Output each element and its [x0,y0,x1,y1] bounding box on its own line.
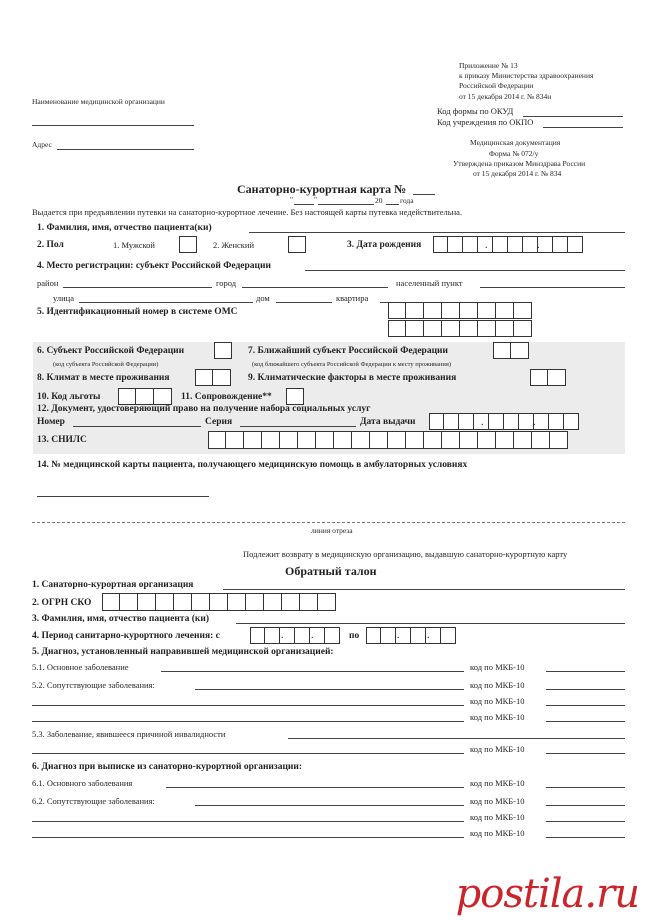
district-field[interactable] [63,287,212,288]
field-3-label: 3. Дата рождения [347,240,422,250]
coupon-5-label: 5. Диагноз, установленный направившей медицинской организацией: [32,647,334,657]
field-12-label: 12. Документ, удостоверяющий право на получение набора социальных услуг [37,404,371,414]
mkb-field-3[interactable] [546,705,625,706]
disability-disease-field[interactable] [288,738,625,739]
mkb-field-8[interactable] [546,821,625,822]
date-open-quote: " [290,195,294,204]
sex-male-box[interactable] [179,236,197,253]
appendix-line-3: Российской Федерации [459,81,534,90]
field-11-label: 11. Сопровождение** [181,392,272,402]
date-year-suffix: года [400,196,414,205]
mkb-field-1[interactable] [546,671,625,672]
coupon-patient-field[interactable] [236,623,625,624]
mkb-field-5[interactable] [546,753,625,754]
coupon-5-1-label: 5.1. Основное заболевание [32,662,129,672]
sex-male-label: 1. Мужской [113,240,155,250]
coupon-3-label: 3. Фамилия, имя, отчество пациента (ки) [32,614,209,624]
coupon-6-label: 6. Диагноз при выписке из санаторно-курортной организации: [32,762,303,772]
region-field[interactable] [305,270,625,271]
date-year-field[interactable] [386,204,399,205]
cut-line [32,522,625,523]
okpo-field[interactable] [543,127,623,128]
field-7-label: 7. Ближайший субъект Российской Федерации [248,346,449,356]
doc-date-label: Дата выдачи [360,417,416,427]
coupon-5-2-label: 5.2. Сопутствующие заболевания: [32,680,155,690]
discharge-main-field[interactable] [166,787,464,788]
address-field[interactable] [57,149,194,150]
field-14-label: 14. № медицинской карты пациента, получающего медицинскую помощь в амбулаторных условиях [37,460,468,470]
field-6-label: 6. Субъект Российской Федерации [37,346,185,356]
coupon-title: Обратный талон [285,564,377,578]
settlement-label: населенный пункт [396,278,463,288]
mkb-field-2[interactable] [546,689,625,690]
postila-watermark: postila.ru [455,871,639,917]
oms-number-row-2[interactable] [388,320,532,337]
date-day-field[interactable] [294,204,314,205]
comorbid-field-3[interactable] [32,721,464,722]
city-label: город [216,278,237,288]
coupon-6-2-label: 6.2. Сопутствующие заболевания: [32,796,155,806]
mkb-label-5: код по МКБ-10 [470,744,525,754]
appendix-line-4: от 15 декабря 2014 г. № 834н [459,92,552,101]
sex-female-box[interactable] [288,236,306,253]
card-number-field[interactable] [413,194,435,195]
settlement-field[interactable] [480,287,625,288]
date-close-quote: " [314,195,318,204]
address-label: Адрес [32,140,52,149]
approved-date: от 15 декабря 2014 г. № 834 [473,169,562,178]
field-13-label: 13. СНИЛС [37,435,87,445]
city-field[interactable] [242,287,388,288]
region-code-box[interactable] [214,342,232,359]
discharge-comorbid-field-1[interactable] [195,805,464,806]
mkb-field-6[interactable] [546,787,625,788]
nearest-region-code-cells[interactable] [493,342,529,359]
appendix-line-1: Приложение № 13 [459,61,518,70]
appendix-line-2: к приказу Министерства здравоохранения [459,71,594,80]
house-label: дом [256,293,270,303]
field-8-label: 8. Климат в месте проживания [37,373,170,383]
flat-label: квартира [336,293,369,303]
disability-disease-field-2[interactable] [32,753,464,754]
patient-name-field[interactable] [249,232,625,233]
date-year-prefix: 20 [375,196,383,205]
field-9-label: 9. Климатические факторы в месте проживания [248,373,457,383]
period-to-cells[interactable] [366,627,456,644]
mkb-label-9: код по МКБ-10 [470,828,525,838]
coupon-2-label: 2. ОГРН СКО [32,598,92,608]
doc-series-field[interactable] [240,426,356,427]
house-field[interactable] [276,302,332,303]
mkb-label-2: код по МКБ-10 [470,680,525,690]
cut-line-label: линия отреза [311,526,353,535]
doc-number-label: Номер [37,417,65,427]
street-field[interactable] [79,302,253,303]
date-month-field[interactable] [318,204,374,205]
mkb-label-7: код по МКБ-10 [470,796,525,806]
period-from-cells[interactable] [250,627,340,644]
doc-date-cells[interactable] [429,413,579,430]
approved-by: Утверждена приказом Минздрава России [453,159,586,168]
okud-label: Код формы по ОКУД [437,106,514,116]
comorbid-field-1[interactable] [195,689,464,690]
field-6-note: (код субъекта Российской Федерации) [53,361,159,368]
med-doc-label: Медицинская документация [470,138,561,147]
mkb-field-4[interactable] [546,721,625,722]
sex-female-label: 2. Женский [213,240,255,250]
mkb-field-9[interactable] [546,837,625,838]
okud-field[interactable] [523,116,623,117]
district-label: район [37,278,59,288]
main-disease-field[interactable] [161,671,464,672]
discharge-comorbid-field-3[interactable] [32,837,464,838]
okpo-label: Код учреждения по ОКПО [437,117,534,127]
street-label: улица [53,293,74,303]
mkb-label-3: код по МКБ-10 [470,696,525,706]
coupon-4-label: 4. Период санитарно-курортного лечения: с [32,631,220,641]
period-to-label: по [349,631,360,641]
field-2-label: 2. Пол [37,240,64,250]
coupon-1-label: 1. Санаторно-курортная организация [32,580,194,590]
doc-number-field[interactable] [73,426,201,427]
benefit-code-cells[interactable] [118,388,172,405]
birth-date-cells[interactable] [433,236,583,253]
oms-number-row-1[interactable] [388,302,532,319]
climate-factors-cells[interactable] [530,369,566,386]
outpatient-card-field[interactable] [37,496,209,497]
field-7-note: (код ближайшего субъекта Российской Федерации к месту проживания) [252,361,452,368]
sanatorium-field[interactable] [223,589,625,590]
coupon-6-1-label: 6.1. Основного заболевания [32,778,133,788]
org-name-field[interactable] [32,125,194,126]
mkb-label-1: код по МКБ-10 [470,662,525,672]
intro-text: Выдается при предъявлении путевки на санаторно-курортное лечение. Без настоящей карты путевка недействительна. [32,207,463,217]
field-5-label: 5. Идентификационный номер в системе ОМС [37,307,238,317]
org-name-label: Наименование медицинской организации [32,97,165,106]
mkb-label-8: код по МКБ-10 [470,812,525,822]
mkb-label-4: код по МКБ-10 [470,712,525,722]
doc-series-label: Серия [205,417,233,427]
card-title: Санаторно-курортная карта № [237,182,407,196]
discharge-comorbid-field-2[interactable] [32,821,464,822]
field-10-label: 10. Код льготы [37,392,101,402]
mkb-field-7[interactable] [546,805,625,806]
snils-cells[interactable] [208,431,568,449]
escort-box[interactable] [286,388,304,405]
form-number: Форма № 072/у [489,149,539,158]
climate-code-cells[interactable] [195,369,231,386]
field-1-label: 1. Фамилия, имя, отчество пациента(ки) [37,223,212,233]
comorbid-field-2[interactable] [32,705,464,706]
return-note: Подлежит возврату в медицинскую организацию, выдавшую санаторно-курортную карту [243,549,568,559]
coupon-5-3-label: 5.3. Заболевание, явившееся причиной инвалидности [32,729,226,739]
mkb-label-6: код по МКБ-10 [470,778,525,788]
field-4-label: 4. Место регистрации: субъект Российской Федерации [37,261,271,271]
ogrn-cells[interactable] [102,593,336,611]
